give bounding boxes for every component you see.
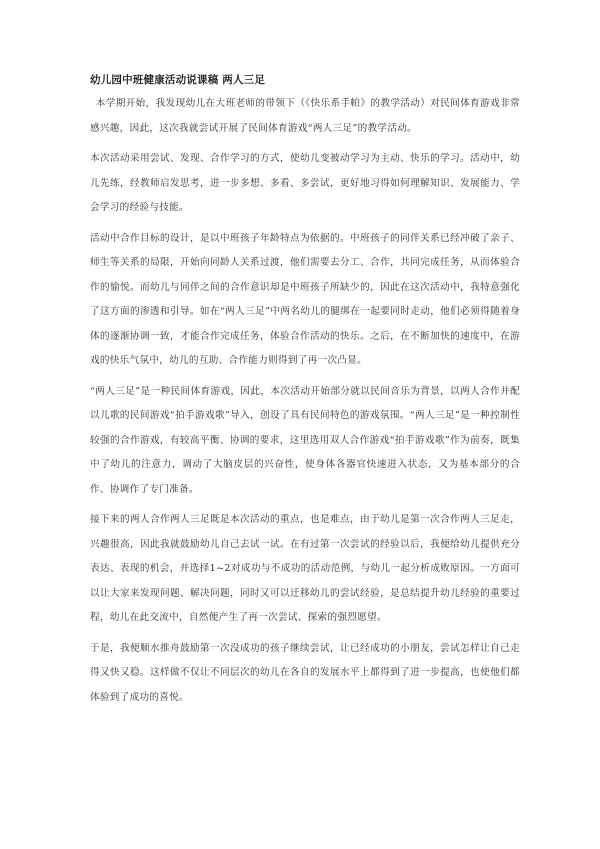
document-title: 幼儿园中班健康活动说课稿 两人三足: [90, 74, 266, 86]
paragraph-1: 本学期开始，我发现幼儿在大班老师的带领下（《快乐系手帕》的教学活动）对民间体育游戏非常感兴趣，因此，这次我就尝试开展了民间体育游戏“两人三足”的教学活动。: [90, 98, 520, 134]
paragraph-6: 于是，我便顺水推舟鼓励第一次没成功的孩子继续尝试，让已经成功的小朋友，尝试怎样让自己走得又快又稳。这样做不仅让不同层次的幼儿在各自的发展水平上都得到了进一步提高，也使他们都体验到了成功的喜悦。: [90, 642, 520, 703]
paragraph-2: 本次活动采用尝试、发现、合作学习的方式，使幼儿变被动学习为主动、快乐的学习。活动中，幼儿先练，经教师启发思考，进一步多想、多看、多尝试，更好地习得如何理解知识、发展能力、学会学习的经验与技能。: [90, 153, 520, 213]
paragraph-3: 活动中合作目标的设计，是以中班孩子年龄特点为依据的。中班孩子的同伴关系已经冲破了亲子、师生等关系的局限，开始向同龄人关系过渡，他们需要去分工、合作，共同完成任务，从而体验合作的愉悦。而幼儿与同伴之间的合作意识却是中班孩子所缺少的，因此在这次活动中，我特意强化了这方面的渗透和引导。如在“两人三足”中两名幼儿的腿绑在一起要同时走动，他们必须得随着身体的逐渐协调一致，才能合作完成任务，体验合作活动的快乐。之后，在不断加快的速度中，在游戏的快乐气氛中，幼儿的互助、合作能力则得到了再一次凸显。: [90, 232, 520, 366]
paragraph-4: “两人三足”是一种民间体育游戏，因此，本次活动开始部分就以民间音乐为背景，以两人合作并配以儿歌的民间游戏“拍手游戏歌”导入，创设了具有民间特色的游戏氛围。“两人三足”是一种控制性较强的合作游戏，有较高平衡、协调的要求，这里选用双人合作游戏“拍手游戏歌”作为前奏，既集中了幼儿的注意力，调动了大脑皮层的兴奋性，使身体各器官快速进入状态，又为基本部分的合作、协调作了专门准备。: [90, 385, 520, 495]
paragraph-5: 接下来的两人合作两人三足既是本次活动的重点，也是难点，由于幼儿是第一次合作两人三足走，兴趣很高，因此我就鼓励幼儿自己去试一试。在有过第一次尝试的经验以后，我便给幼儿提供充分表达、表现的机会，并选择1~2对成功与不成功的活动范例，与幼儿一起分析成败原因。一方面可以让大家来发现问题、解决问题，同时又可以迁移幼儿的尝试经验，是总结提升幼儿经验的重要过程，幼儿在此交流中，自然便产生了再一次尝试、探索的强烈愿望。: [90, 514, 520, 623]
document-body: [90, 72, 520, 716]
